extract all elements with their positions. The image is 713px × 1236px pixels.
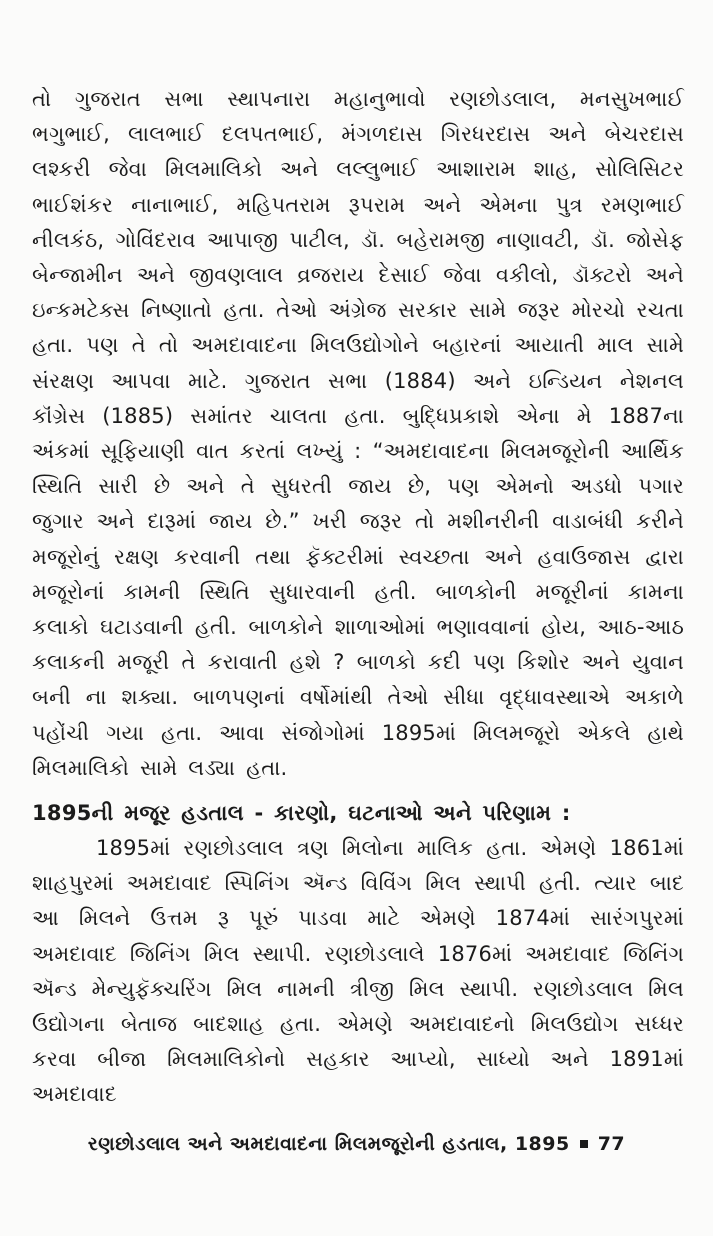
running-title: રણછોડલાલ અને અમદાવાદના મિલમજૂરોની હડતાલ, 1895 — [87, 1133, 570, 1155]
section-heading: 1895ની મજૂર હડતાલ - કારણો, ઘટનાઓ અને પરિણામ : — [32, 801, 571, 826]
page-number: 77 — [597, 1133, 626, 1155]
body-paragraph-1: તો ગુજરાત સભા સ્થાપનારા મહાનુભાવો રણછોડલાલ, મનસુખભાઈ ભગુભાઈ, લાલભાઈ દલપતભાઈ, મંગળદાસ ગિરધરદાસ અને બેચરદાસ લશ્કરી જેવા મિલમાલિકો અને લલ્લુભાઈ આશારામ શાહ, સોલિસિટર ભાઈશંકર નાનાભાઈ, મહિપતરામ રૂપરામ અને એમના પુત્ર રમણભાઈ નીલકંઠ, ગોવિંદરાવ આપાજી પાટીલ, ડૉ. બહેરામજી નાણાવટી, ડૉ. જોસેફ બેન્જામીન અને જીવણલાલ વ્રજરાય દેસાઈ જેવા વકીલો, ડૉક્ટરો અને ઇન્કમટેક્સ નિષ્ણાતો હતા. તેઓ અંગ્રેજ સરકાર સામે જરૂર મોરચો રચતા હતા. પણ તે તો અમદાવાદના મિલઉદ્યોગોને બહારનાં આયાતી માલ સામે સંરક્ષણ આપવા માટે. ગુજરાત સભા (1884) અને ઇન્ડિયન નેશનલ કૉંગ્રેસ (1885) સમાંતર ચાલતા હતા. બુદ્ધિપ્રકાશે એના મે 1887ના અંકમાં સૂફિયાણી વાત કરતાં લખ્યું : “અમદાવાદના મિલમજૂરોની આર્થિક સ્થિતિ સારી છે અને તે સુધરતી જાય છે, પણ એમનો અડધો પગાર જુગાર અને દારૂમાં જાય છે.” ખરી જરૂર તો મશીનરીની વાડાબંધી કરીને મજૂરોનું રક્ષણ કરવાની તથા ફૅક્ટરીમાં સ્વચ્છતા અને હવાઉજાસ દ્વારા મજૂરોનાં કામની સ્થિતિ સુધારવાની હતી. બાળકોની મજૂરીનાં કામના કલાકો ઘટાડવાની હતી. બાળકોને શાળાઓમાં ભણાવવાનાં હોય, આઠ-આઠ કલાકની મજૂરી તે કરાવાતી હશે ? બાળકો કદી પણ કિશોર અને યુવાન બની ના શક્યા. બાળપણનાં વર્ષોમાંથી તેઓ સીધા વૃદ્ધાવસ્થાએ અકાળે પહોંચી ગયા હતા. આવા સંજોગોમાં 1895માં મિલમજૂરો એકલે હાથે મિલમાલિકો સામે લડ્યા હતા. — [32, 87, 684, 780]
page-content — [32, 82, 684, 1202]
body-paragraph-2: 1895માં રણછોડલાલ ત્રણ મિલોના માલિક હતા. એમણે 1861માં શાહપુરમાં અમદાવાદ સ્પિનિંગ ઍન્ડ વિવિંગ મિલ સ્થાપી હતી. ત્યાર બાદ આ મિલને ઉત્તમ રૂ પૂરું પાડવા માટે એમણે 1874માં સારંગપુરમાં અમદાવાદ જિનિંગ મિલ સ્થાપી. રણછોડલાલે 1876માં અમદાવાદ જિનિંગ ઍન્ડ મેન્યુફૅક્ચરિંગ મિલ નામની ત્રીજી મિલ સ્થાપી. રણછોડલાલ મિલ ઉદ્યોગના બેતાજ બાદશાહ હતા. એમણે અમદાવાદનો મિલઉદ્યોગ સધ્ધર કરવા બીજા મિલમાલિકોનો સહકાર આપ્યો, સાધ્યો અને 1891માં અમદાવાદ — [32, 836, 684, 1107]
footer-separator-square — [580, 1140, 588, 1148]
page-footer — [0, 1133, 713, 1155]
